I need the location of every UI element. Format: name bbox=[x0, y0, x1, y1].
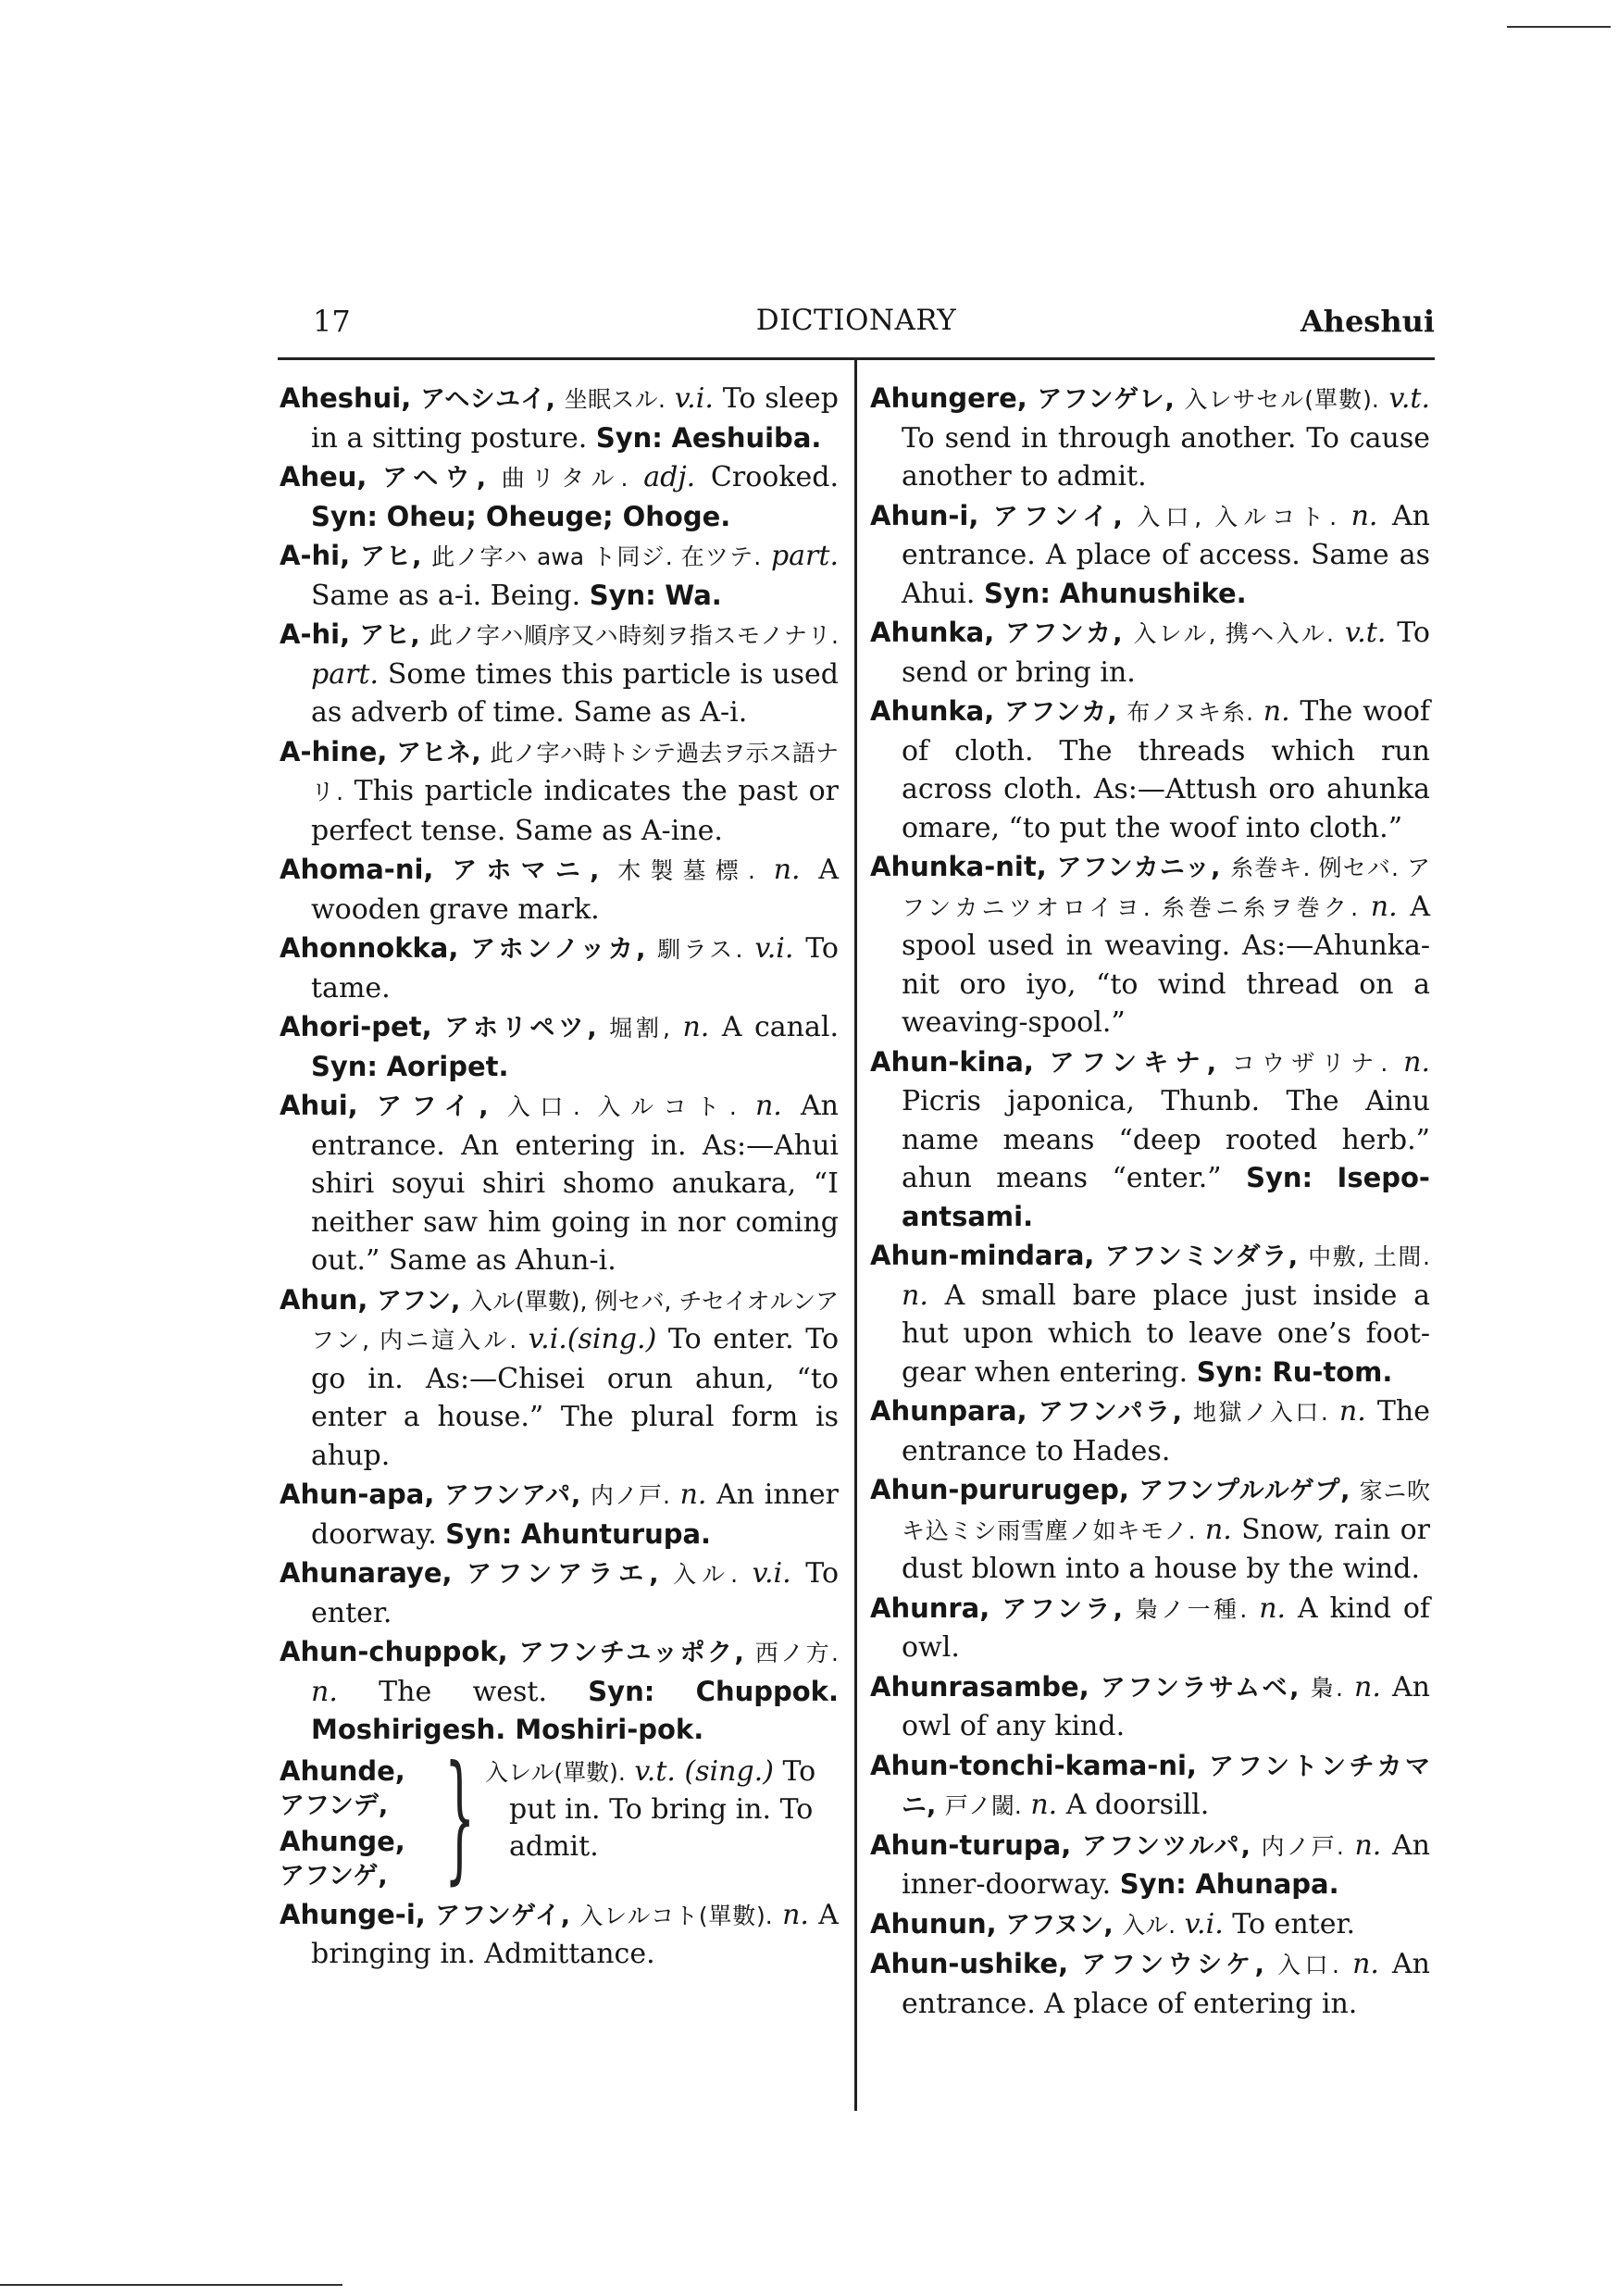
japanese-gloss: 内ノ戸. bbox=[590, 1482, 670, 1509]
headword: Ahun-tonchi-kama-ni, bbox=[870, 1749, 1197, 1781]
dictionary-entry bbox=[280, 851, 839, 929]
part-of-speech: n. bbox=[311, 1675, 338, 1708]
dictionary-entry bbox=[870, 848, 1430, 1042]
headword: Ahunka, bbox=[870, 617, 995, 648]
definition: A canal. bbox=[721, 1011, 839, 1043]
dictionary-entry bbox=[870, 1945, 1430, 2023]
headword-kana: アフン, bbox=[376, 1286, 461, 1316]
synonym: Wa. bbox=[665, 579, 722, 611]
headword: Ahunge-i, bbox=[280, 1898, 426, 1930]
definition: Picris japonica, Thunb. The Ainu name means “deep rooted herb.” ahun means “enter.” bbox=[902, 1085, 1430, 1194]
dictionary-entry bbox=[870, 1905, 1430, 1945]
part-of-speech: v.i. bbox=[674, 382, 714, 415]
headword-kana: アフンカ, bbox=[1005, 619, 1123, 648]
headword-kana: アフヌン, bbox=[1005, 1910, 1114, 1940]
definition: A wooden grave mark. bbox=[311, 854, 840, 926]
headword-kana: アホンノッカ, bbox=[470, 935, 646, 964]
part-of-speech: v.i.(sing.) bbox=[528, 1323, 657, 1355]
synonym-label: Syn: bbox=[984, 577, 1052, 609]
part-of-speech: adj. bbox=[643, 461, 696, 493]
headword-kana: アホマニ, bbox=[452, 856, 600, 885]
part-of-speech: n. bbox=[1259, 1591, 1287, 1625]
dictionary-entry bbox=[870, 497, 1430, 614]
headword: Ahun-i, bbox=[870, 499, 979, 531]
japanese-gloss: 曲リタル. bbox=[501, 465, 629, 492]
japanese-gloss: 此ノ字ハ順序又ハ時刻ヲ指スモノナリ. bbox=[429, 622, 839, 649]
japanese-gloss: 梟ノ一種. bbox=[1134, 1595, 1248, 1623]
japanese-gloss: 入ル. bbox=[1122, 1911, 1176, 1939]
japanese-gloss: 内ノ戸. bbox=[1261, 1832, 1344, 1860]
definition: An inner doorway. bbox=[311, 1479, 839, 1551]
japanese-gloss: 此ノ字ハ awa ト同ジ. 在ツテ. bbox=[431, 543, 762, 570]
headword: Ahun-ushike, bbox=[870, 1948, 1069, 1979]
part-of-speech: n. bbox=[754, 1090, 782, 1122]
headword-kana: アフンデ, bbox=[280, 1791, 389, 1820]
synonym: Chuppok. Moshirigesh. Moshiri-pok. bbox=[311, 1675, 839, 1745]
headword: Ahun-apa, bbox=[280, 1479, 435, 1510]
dictionary-entry bbox=[870, 1043, 1430, 1237]
headword: Ahunpara, bbox=[870, 1395, 1027, 1427]
headword-kana: アフンキナ, bbox=[1049, 1048, 1216, 1078]
japanese-gloss: 入口. bbox=[1277, 1952, 1339, 1978]
definition: An entrance. An entering in. As:—Ahui shiri soyui shiri shomo anukara, “I neither saw him going in nor coming out.” Same as Ahun-i. bbox=[311, 1090, 839, 1277]
headword: Ahonnokka, bbox=[280, 932, 459, 964]
definition: Crooked. bbox=[710, 461, 840, 493]
headword-kana: アフイ, bbox=[376, 1092, 489, 1121]
part-of-speech: n. bbox=[1030, 1789, 1058, 1821]
definition: The entrance to Hades. bbox=[902, 1395, 1430, 1467]
right-column bbox=[870, 380, 1430, 2024]
definition: To enter. To go in. As:—Chisei orun ahun, “to enter a house.” The plural form is ahup. bbox=[311, 1323, 839, 1472]
page-number: 17 bbox=[313, 304, 351, 339]
headword: Aheshui, bbox=[280, 382, 412, 414]
part-of-speech: n. bbox=[1204, 1513, 1232, 1546]
synonym-label: Syn: bbox=[311, 1050, 379, 1082]
dictionary-entry bbox=[280, 537, 839, 615]
part-of-speech: n. bbox=[902, 1279, 928, 1312]
curly-brace: } bbox=[444, 1736, 476, 1898]
japanese-gloss: 入レルコト(單數). bbox=[579, 1902, 773, 1929]
synonym: Ru-tom. bbox=[1272, 1355, 1393, 1388]
dictionary-entry bbox=[280, 616, 839, 732]
definition: A spool used in weaving. As:—Ahunka-nit oro iyo, “to wind thread on a weaving-spool.” bbox=[902, 890, 1430, 1039]
part-of-speech: part. bbox=[311, 657, 380, 691]
headword: Ahunka-nit, bbox=[870, 851, 1047, 882]
definition: This particle indicates the past or perfect tense. Same as A-ine. bbox=[311, 775, 839, 847]
japanese-gloss: 西ノ方. bbox=[754, 1640, 839, 1666]
headword: Ahun-chuppok, bbox=[280, 1636, 508, 1667]
synonym-label: Syn: bbox=[1196, 1355, 1263, 1388]
headword: A-hine, bbox=[280, 735, 388, 767]
dictionary-entry bbox=[280, 1896, 839, 1974]
dictionary-entry bbox=[870, 1471, 1430, 1589]
synonym: Ahunushike. bbox=[1059, 577, 1247, 609]
part-of-speech: v.i. bbox=[1184, 1907, 1224, 1940]
definition: An owl of any kind. bbox=[902, 1670, 1430, 1742]
japanese-gloss: 此ノ字ハ時トシテ過去ヲ示ス語ナリ. bbox=[311, 739, 839, 805]
part-of-speech: v.t. (sing.) bbox=[634, 1754, 774, 1788]
part-of-speech: n. bbox=[1354, 1670, 1381, 1703]
dictionary-entry bbox=[280, 1008, 839, 1086]
japanese-gloss: 堀割, bbox=[609, 1015, 670, 1042]
dictionary-entry bbox=[280, 930, 839, 1007]
dictionary-entry bbox=[870, 693, 1430, 847]
definition: To send or bring in. bbox=[902, 617, 1430, 689]
definition: A doorsill. bbox=[1065, 1789, 1210, 1821]
headword-kana: アフンイ, bbox=[992, 502, 1123, 531]
japanese-gloss: 入レサセル(單數). bbox=[1184, 386, 1379, 413]
japanese-gloss: 入ル(單數), 例セバ, チセイオルンアフン, 内ニ這入ル. bbox=[311, 1287, 840, 1354]
definition: To put in. To bring in. To admit. bbox=[509, 1754, 816, 1863]
headword-kana: アヒ, bbox=[359, 621, 420, 650]
headword: Ahunde, bbox=[280, 1754, 405, 1787]
definition: Some times this particle is used as adverb of time. Same as A-i. bbox=[311, 657, 839, 729]
headword-kana: アヘウ, bbox=[382, 464, 486, 493]
japanese-gloss: 布ノヌキ糸. bbox=[1126, 699, 1254, 726]
headword: Ahunra, bbox=[870, 1591, 990, 1624]
running-title: DICTIONARY bbox=[755, 304, 957, 337]
headword-kana: アフントンチカマニ, bbox=[902, 1752, 1430, 1820]
dictionary-entry bbox=[870, 1668, 1430, 1746]
japanese-gloss: 入レル(單數). bbox=[485, 1758, 626, 1786]
part-of-speech: n. bbox=[682, 1011, 710, 1043]
part-of-speech: n. bbox=[1403, 1045, 1431, 1079]
japanese-gloss: 入口, 入ルコト. bbox=[1137, 503, 1338, 530]
definition: A small bare place just inside a hut upon which to leave one’s foot-gear when entering. bbox=[902, 1279, 1430, 1389]
headword: Ahori-pet, bbox=[280, 1011, 432, 1042]
dictionary-entry bbox=[870, 1237, 1430, 1391]
page-header bbox=[278, 294, 1435, 350]
synonym: Isepo-antsami. bbox=[902, 1162, 1430, 1232]
synonym-label: Syn: bbox=[595, 421, 663, 454]
definition: To sleep in a sitting posture. bbox=[311, 382, 840, 455]
brace-definition bbox=[485, 1753, 863, 1866]
definition: An entrance. A place of access. Same as Ahui. bbox=[902, 499, 1430, 610]
headword-kana: アヒネ, bbox=[396, 738, 481, 767]
dictionary-entry bbox=[870, 1392, 1430, 1470]
headword: Ahunrasambe, bbox=[870, 1670, 1089, 1703]
headword: Ahui, bbox=[280, 1090, 358, 1121]
part-of-speech: n. bbox=[679, 1479, 707, 1511]
headword-kana: アフンゲ, bbox=[280, 1861, 388, 1890]
japanese-gloss: 糸巻キ. 例セバ. アフンカニツオロイヨ. 糸巻ニ糸ヲ巻ク. bbox=[902, 855, 1430, 921]
headword-kana: アフンミンダラ, bbox=[1104, 1242, 1298, 1271]
part-of-speech: n. bbox=[1338, 1395, 1366, 1428]
page-edge-mark-bottom bbox=[0, 2284, 342, 2286]
japanese-gloss: 家ニ吹キ込ミシ雨雪塵ノ如キモノ. bbox=[902, 1478, 1430, 1544]
definition: Same as a-i. Being. bbox=[311, 579, 581, 612]
brace-headwords bbox=[280, 1753, 451, 1894]
dictionary-entry bbox=[870, 1827, 1430, 1904]
definition: An entrance. A place of entering in. bbox=[902, 1948, 1430, 2020]
synonym: Ahunapa. bbox=[1195, 1868, 1339, 1900]
dictionary-entry bbox=[870, 380, 1430, 496]
headword-kana: アフンカ, bbox=[1003, 698, 1117, 727]
definition: A kind of owl. bbox=[902, 1591, 1430, 1664]
headword-kana: アフンツルパ, bbox=[1081, 1831, 1251, 1861]
running-headword: Aheshui bbox=[1300, 304, 1435, 339]
headword: Ahunka, bbox=[870, 695, 995, 727]
headword: Ahun-turupa, bbox=[870, 1828, 1072, 1861]
japanese-gloss: 入レル, 携ヘ入ル. bbox=[1133, 620, 1335, 647]
headword-kana: アフンアラエ, bbox=[467, 1560, 659, 1589]
headword: Ahun-kina, bbox=[870, 1045, 1034, 1078]
headword-kana: アフンゲイ, bbox=[435, 1901, 570, 1930]
japanese-gloss: 戸ノ閾. bbox=[944, 1792, 1022, 1819]
headword: Ahun-pururugep, bbox=[870, 1474, 1129, 1505]
dictionary-entry bbox=[280, 380, 839, 457]
dictionary-entry bbox=[280, 1476, 839, 1554]
definition: To tame. bbox=[311, 932, 839, 1004]
definition: To enter. bbox=[1232, 1907, 1356, 1940]
headword-kana: アヘシユイ, bbox=[420, 385, 555, 414]
page-edge-mark-top bbox=[1507, 26, 1611, 28]
dictionary-entry bbox=[280, 458, 839, 536]
part-of-speech: v.t. bbox=[1388, 382, 1430, 415]
headword-kana: アフンカニッ, bbox=[1056, 854, 1221, 882]
dictionary-entry bbox=[280, 1633, 839, 1750]
dictionary-entry bbox=[870, 614, 1430, 692]
definition: A bringing in. Admittance. bbox=[311, 1898, 839, 1970]
headword-kana: アフンラサムベ, bbox=[1100, 1673, 1300, 1703]
headword-kana: アヒ, bbox=[359, 543, 422, 571]
dictionary-entry bbox=[280, 1087, 839, 1280]
synonym-label: Syn: bbox=[1246, 1162, 1313, 1193]
definition: Snow, rain or dust blown into a house by the wind. bbox=[902, 1513, 1430, 1585]
synonym: Aoripet. bbox=[386, 1050, 509, 1082]
headword-kana: アフンチユッポク, bbox=[518, 1639, 744, 1667]
part-of-speech: part. bbox=[770, 540, 839, 572]
definition: The woof of cloth. The threads which run across cloth. As:—Attush oro ahunka omare, “to put the woof into cloth.” bbox=[902, 695, 1430, 844]
part-of-speech: n. bbox=[1370, 890, 1398, 923]
synonym: Ahunturupa. bbox=[520, 1517, 712, 1550]
part-of-speech: n. bbox=[782, 1898, 809, 1931]
headword-kana: アフンラ, bbox=[1002, 1594, 1123, 1624]
headword-kana: アフンプルルゲプ, bbox=[1139, 1477, 1350, 1505]
headword: A-hi, bbox=[280, 540, 351, 571]
japanese-gloss: 入口. 入ルコト. bbox=[506, 1093, 737, 1120]
right-entries bbox=[870, 380, 1430, 2023]
japanese-gloss: 中敷, 土間. bbox=[1308, 1243, 1430, 1270]
japanese-gloss: 地獄ノ入口. bbox=[1192, 1399, 1328, 1426]
left-tail-entries bbox=[280, 1896, 839, 1974]
headword: Ahun-mindara, bbox=[870, 1240, 1095, 1271]
synonym-label: Syn: bbox=[589, 579, 656, 611]
headword-kana: アフンゲレ, bbox=[1037, 385, 1175, 414]
japanese-gloss: 梟. bbox=[1310, 1674, 1343, 1702]
part-of-speech: v.t. bbox=[1344, 617, 1387, 649]
synonym: Aeshuiba. bbox=[671, 421, 822, 454]
headword-kana: アフンパラ, bbox=[1038, 1398, 1182, 1427]
headword: Ahunaraye, bbox=[280, 1557, 453, 1589]
headword-kana: アフンアパ, bbox=[443, 1481, 581, 1510]
headword: Ahoma-ni, bbox=[280, 854, 434, 885]
definition: To enter. bbox=[311, 1557, 840, 1629]
part-of-speech: v.i. bbox=[752, 1557, 791, 1590]
dictionary-entry bbox=[280, 1281, 839, 1476]
brace-entry-group bbox=[280, 1736, 839, 1898]
synonym-label: Syn: bbox=[445, 1517, 513, 1550]
headword: Ahun, bbox=[280, 1283, 368, 1316]
japanese-gloss: コウザリナ. bbox=[1231, 1049, 1388, 1077]
synonym-label: Syn: bbox=[311, 500, 379, 532]
part-of-speech: n. bbox=[773, 854, 801, 886]
left-entries bbox=[280, 380, 839, 1750]
headword: Ahungere, bbox=[870, 382, 1027, 414]
definition: To send in through another. To cause another to admit. bbox=[902, 421, 1430, 493]
part-of-speech: n. bbox=[1354, 1828, 1382, 1862]
japanese-gloss: 入ル. bbox=[673, 1561, 739, 1588]
dictionary-entry bbox=[870, 1747, 1430, 1826]
part-of-speech: n. bbox=[1263, 695, 1290, 728]
headword: Ahunun, bbox=[870, 1907, 997, 1940]
part-of-speech: n. bbox=[1352, 1948, 1379, 1980]
dictionary-entry bbox=[870, 1590, 1430, 1667]
headword: Aheu, bbox=[280, 461, 367, 493]
headword: A-hi, bbox=[280, 618, 351, 650]
japanese-gloss: 坐眠スル. bbox=[564, 386, 666, 413]
synonym-label: Syn: bbox=[588, 1675, 655, 1707]
part-of-speech: n. bbox=[1350, 499, 1378, 532]
definition: The west. bbox=[379, 1675, 547, 1708]
dictionary-entry bbox=[280, 733, 839, 851]
synonym: Oheu; Oheuge; Ohoge. bbox=[386, 500, 731, 532]
japanese-gloss: 木製墓標. bbox=[617, 857, 755, 884]
headword-kana: アフンウシケ, bbox=[1081, 1951, 1264, 1979]
japanese-gloss: 馴ラス. bbox=[657, 936, 743, 963]
synonym-label: Syn: bbox=[1119, 1868, 1187, 1900]
dictionary-entry bbox=[280, 1554, 839, 1632]
headword: Ahunge, bbox=[280, 1825, 405, 1857]
definition: An inner-doorway. bbox=[902, 1828, 1430, 1901]
headword-kana: アホリペツ, bbox=[444, 1014, 597, 1042]
left-column bbox=[280, 380, 839, 1975]
part-of-speech: v.i. bbox=[754, 932, 794, 965]
